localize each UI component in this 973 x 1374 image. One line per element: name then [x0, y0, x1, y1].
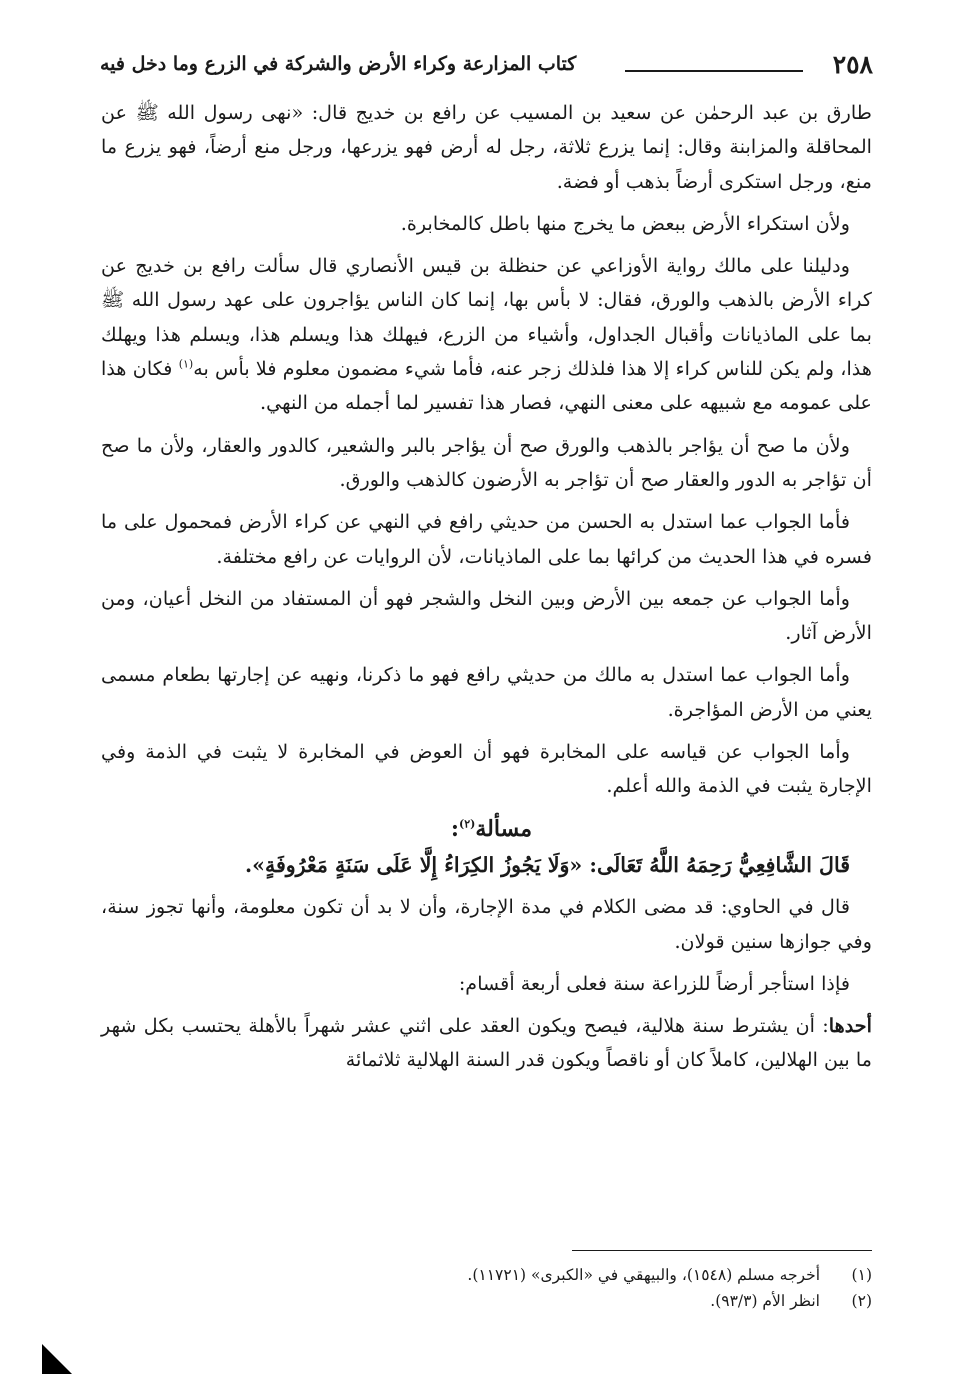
- paragraph: قال في الحاوي: قد مضى الكلام في مدة الإجارة، وأن لا بد أن تكون معلومة، وأنها تجوز سنة، وفي جوازها سنين قولان.: [101, 895, 872, 953]
- section-heading: [101, 812, 872, 846]
- page-corner-triangle-icon: [42, 1344, 72, 1374]
- footnote-text: انظر الأم (٩٣/٣).: [710, 1292, 820, 1310]
- paragraph-text: : أن يشترط سنة هلالية، فيصح ويكون العقد على اثني عشر شهراً بالأهلة يحتسب بكل شهر ما بين الهلالين، كاملاً كان أو ناقصاً ويكون قدر السنة الهلالية ثلاثمائة: [101, 1014, 872, 1072]
- paragraph: وأما الجواب عن جمعه بين الأرض وبين النخل والشجر فهو أن المستفاد من النخل أعيان، ومن الأرض آثار.: [101, 586, 872, 645]
- running-title: كتاب المزارعة وكراء الأرض والشركة في الزرع وما دخل فيه: [100, 53, 577, 75]
- footnote-text: أخرجه مسلم (١٥٤٨)، والبيهقي في «الكبرى» (١١٧٢١).: [467, 1266, 820, 1284]
- footnote-ref[interactable]: (١): [178, 357, 194, 371]
- footnote-number: (٢): [851, 1292, 872, 1310]
- paragraph: [101, 249, 872, 420]
- page-header: [100, 50, 873, 90]
- footnote-divider: [572, 1250, 872, 1251]
- footnote-number: (١): [851, 1266, 872, 1284]
- page-number: ٢٥٨: [832, 50, 873, 79]
- paragraph: فإذا استأجر أرضاً للزراعة سنة فعلى أربعة أقسام:: [458, 971, 850, 995]
- heading-label: مسألة: [475, 815, 532, 842]
- paragraph-text: فكان هذا على عمومه مع شبيهه على معنى النهي، فصار هذا تفسير لما أجمله من النهي.: [101, 357, 872, 415]
- header-divider: [625, 70, 803, 72]
- paragraph: وأما الجواب عما استدل به مالك من حديثي رافع فهو ما ذكرنا، ونهيه عن إجارتها بطعام مسمى يعني من الأرض المؤاجرة.: [101, 663, 872, 721]
- paragraph: ولأن ما صح أن يؤاجر بالذهب والورق صح أن يؤاجر بالبر والشعير، كالدور والعقار، ولأن ما صح أن تؤاجر به الدور والعقار صح أن تؤاجر به الأرضون كالذهب والورق.: [101, 433, 872, 491]
- paragraph: ولأن استكراء الأرض ببعض ما يخرج منها باطل كالمخابرة.: [400, 211, 850, 235]
- main-text: [101, 96, 872, 1086]
- heading-colon: :: [450, 815, 460, 842]
- quoted-text: قَالَ الشَّافِعِيُّ رَحِمَهُ اللَّهُ تَعَالَى: «وَلَا يَجُوزُ الكِرَاءُ إِلَّا عَلَى سَنَةٍ مَعْرُوفَةٍ».: [245, 852, 850, 877]
- paragraph: طارق بن عبد الرحمٰن عن سعيد بن المسيب عن رافع بن خديج قال: «نهى رسول الله ﷺ عن المحاقلة والمزابنة وقال: إنما يزرع ثلاثة، رجل له أرض فهو يزرعها، ورجل منع أرضاً، فهو يزرع ما منع، ورجل استكرى أرضاً بذهب أو فضة.: [101, 101, 872, 193]
- footnote: [101, 1262, 872, 1288]
- paragraph: [101, 1009, 872, 1078]
- paragraph: وأما الجواب عن قياسه على المخابرة فهو أن العوض في المخابرة لا يثبت في الذمة وفي الإجارة يثبت في الذمة والله أعلم.: [101, 740, 872, 798]
- lead-word: أحدها: [828, 1014, 872, 1038]
- footnote: [101, 1288, 872, 1314]
- footnotes: [101, 1262, 872, 1314]
- paragraph: فأما الجواب عما استدل به الحسن من حديثي رافع في النهي عن كراء الأرض فمحمول على ما فسره في هذا الحديث من كرائها بما على الماذيانات، لأن الروايات عن رافع مختلفة.: [101, 510, 872, 568]
- footnote-ref[interactable]: (٢): [459, 817, 476, 831]
- paragraph-text: ودليلنا على مالك رواية الأوزاعي عن حنظلة بن قيس الأنصاري قال سألت رافع بن خديج عن كراء الأرض بالذهب والورق، فقال: لا بأس بها، إنما كان الناس يؤاجرون على عهد رسول الله ﷺ بما على الماذيانات وأقبال الجداول، وأشياء من الزرع، فيهلك هذا ويسلم هذا، ويسلم هذا ويهلك هذا، ولم يكن للناس كراء إلا هذا فلذلك زجر عنه، فأما شيء مضمون معلوم فلا بأس به: [101, 254, 872, 381]
